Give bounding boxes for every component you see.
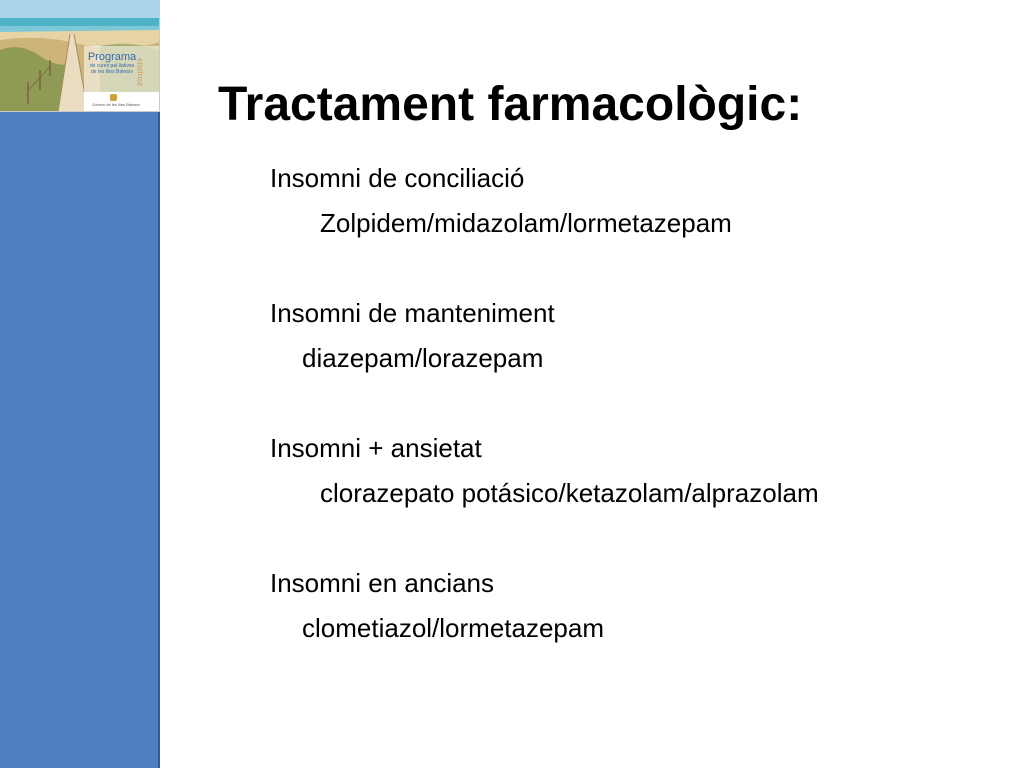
item-detail-ancians: clometiazol/lormetazepam: [302, 613, 605, 643]
government-seal-icon: [110, 94, 117, 101]
item-heading-ansietat: Insomni + ansietat: [270, 433, 482, 463]
item-detail-conciliacio: Zolpidem/midazolam/lormetazepam: [320, 208, 732, 238]
item-detail-manteniment: diazepam/lorazepam: [302, 343, 544, 373]
brochure-title-line2: de cures pal·liatives: [89, 63, 135, 69]
item-detail-ansietat: clorazepato potásico/ketazolam/alprazolam: [320, 478, 819, 508]
brochure-title-line1: Programa: [87, 51, 137, 63]
brochure-thumbnail: [0, 0, 160, 112]
slide-title: Tractament farmacològic:: [218, 78, 803, 131]
decorative-sidebar: [0, 112, 160, 768]
brochure-organization: Govern de les Illes Balears: [92, 102, 140, 107]
brochure-title-line3: de les Illes Balears: [91, 69, 133, 75]
brochure-years: 2011|2016: [138, 58, 144, 86]
brochure-title: [84, 52, 140, 75]
item-heading-conciliacio: Insomni de conciliació: [270, 163, 525, 193]
item-heading-manteniment: Insomni de manteniment: [270, 298, 555, 328]
item-heading-ancians: Insomni en ancians: [270, 568, 495, 598]
